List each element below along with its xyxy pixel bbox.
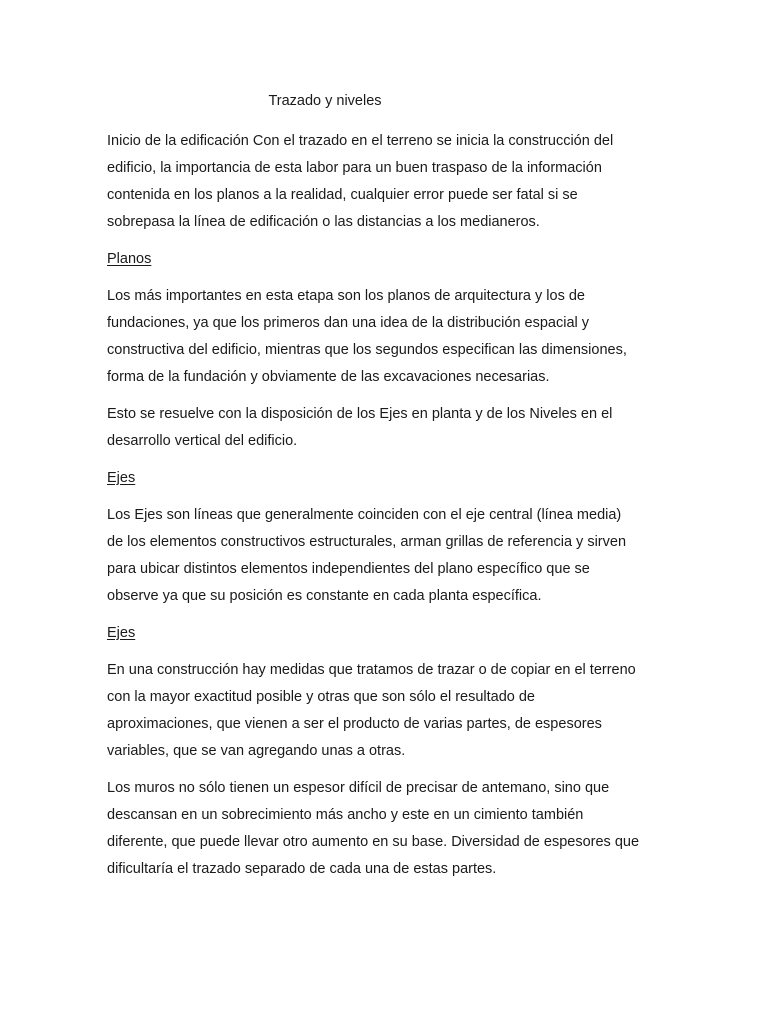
paragraph-medidas: En una construcción hay medidas que tratamos de trazar o de copiar en el terreno con la mayor exactitud posible y otras que son sólo el resultado de aproximaciones, que vienen a ser el producto de varias partes, de espesores variables, que se van agregando unas a otras. <box>107 662 636 759</box>
heading-planos: Planos <box>107 251 152 267</box>
heading-ejes: Ejes <box>107 470 136 486</box>
document-title: Trazado y niveles <box>268 93 382 109</box>
paragraph-ejes-niveles: Esto se resuelve con la disposición de los Ejes en planta y de los Niveles en el desarrollo vertical del edificio. <box>107 406 613 449</box>
paragraph-muros: Los muros no sólo tienen un espesor difícil de precisar de antemano, sino que descansan en un sobrecimiento más ancho y este en un cimiento también diferente, que puede llevar otro aumento en su base. Diversidad de espesores que dificultaría el trazado separado de cada una de estas partes. <box>107 780 640 877</box>
document-body <box>107 90 667 893</box>
heading-ejes-second: Ejes <box>107 625 136 641</box>
paragraph-intro: Inicio de la edificación Con el trazado en el terreno se inicia la construcción del edificio, la importancia de esta labor para un buen traspaso de la información contenida en los planos a la realidad, cualquier error puede ser fatal si se sobrepasa la línea de edificación o las distancias a los medianeros. <box>107 133 614 230</box>
paragraph-ejes-definition: Los Ejes son líneas que generalmente coinciden con el eje central (línea media) de los elementos constructivos estructurales, arman grillas de referencia y sirven para ubicar distintos elementos independientes del plano específico que se observe ya que su posición es constante en cada planta específica. <box>107 507 627 604</box>
paragraph-planos: Los más importantes en esta etapa son los planos de arquitectura y los de fundaciones, ya que los primeros dan una idea de la distribución espacial y constructiva del edificio, mientras que los segundos especifican las dimensiones, forma de la fundación y obviamente de las excavaciones necesarias. <box>107 288 627 385</box>
